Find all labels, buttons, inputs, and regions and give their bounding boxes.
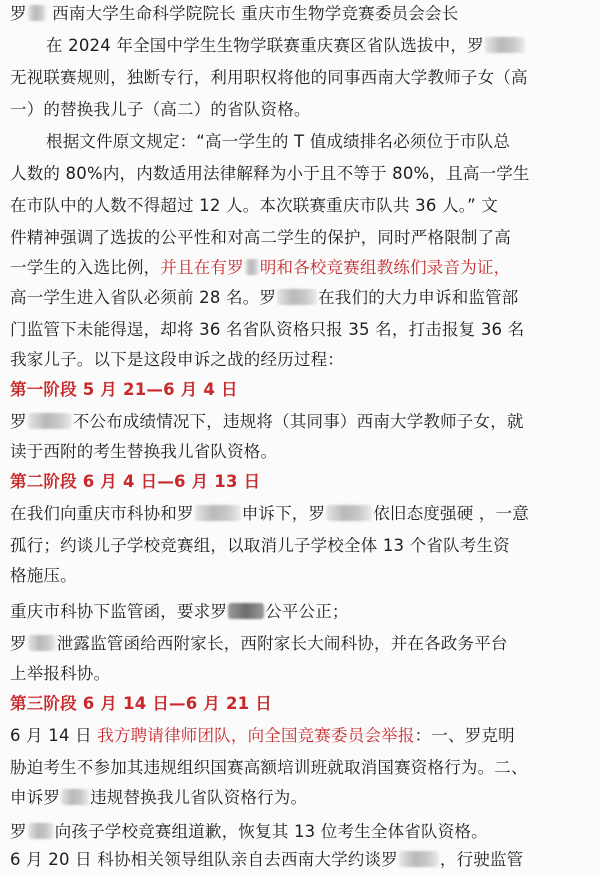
body-text: 依旧态度强硬 ，一意 — [373, 504, 529, 523]
redacted-name-blur — [277, 289, 317, 305]
body-text: ：一、罗克明 — [414, 726, 515, 745]
highlighted-text: 并且在有罗 — [160, 258, 244, 277]
body-text: 根据文件原文规定：“高一学生的 T 值成绩排名必须位于市队总 — [46, 132, 511, 151]
body-text: 无视联赛规则，独断专行，利用职权将他的同事西南大学教师子女（高 — [10, 68, 528, 87]
text-line — [10, 536, 510, 556]
body-text: 罗 — [10, 822, 27, 841]
text-line — [10, 822, 488, 842]
body-text: 申诉下，罗 — [241, 504, 326, 523]
body-text: 在 2024 年全国中学生生物学联赛重庆赛区省队选拔中，罗 — [46, 36, 484, 55]
section-heading: 第一阶段 5 月 21—6 月 4 日 — [10, 380, 238, 399]
body-text: 胁迫考生不参加其违规组织国赛高额培训班就取消国赛资格行为。二、 — [10, 758, 528, 777]
highlighted-text: 明和各校竞赛组教练们录音为证， — [259, 258, 511, 277]
text-line — [10, 602, 349, 622]
body-text: 我家儿子。以下是这段申诉之战的经历过程： — [10, 350, 344, 369]
body-text: 罗 — [10, 4, 27, 23]
body-text: 格施压。 — [10, 566, 77, 585]
body-text: 重庆市科协下监管函，要求罗 — [10, 602, 228, 621]
body-text: 高一学生进入省队必须前 28 名。罗 — [10, 288, 277, 307]
text-line — [10, 788, 307, 808]
body-text: 在我们向重庆市科协和罗 — [10, 504, 194, 523]
text-line — [10, 566, 77, 586]
text-line — [10, 100, 311, 120]
text-line — [10, 726, 515, 746]
text-line — [46, 36, 526, 56]
body-text: 6 月 14 日 — [10, 726, 98, 745]
text-line — [10, 694, 272, 714]
text-line — [10, 320, 524, 340]
redacted-name-blur — [61, 789, 89, 805]
body-text: 6 月 20 日 科协相关领导组队亲自去西南大学约谈罗 — [10, 850, 398, 869]
body-text: 申诉罗 — [10, 788, 61, 807]
body-text: 一）的替换我儿子（高二）的省队资格。 — [10, 100, 311, 119]
body-text: 西南大学生命科学院院长 重庆市生物学竞赛委员会会长 — [46, 4, 459, 23]
body-text: 不公布成绩情况下，违规将（其同事）西南大学教师子女，就 — [72, 412, 524, 431]
redacted-name-blur — [28, 635, 56, 651]
body-text: 件精神强调了选拔的公平性和对高二学生的保护，同时严格限制了高 — [10, 228, 511, 247]
text-line — [10, 380, 238, 400]
text-line — [10, 350, 344, 370]
body-text: 人数的 80%内，内数适用法律解释为小于且不等于 80%，且高一学生 — [10, 164, 530, 183]
text-line — [10, 288, 519, 308]
body-text: 罗 — [10, 412, 27, 431]
redacted-name-blur — [399, 851, 439, 867]
body-text: 公平公正； — [265, 602, 349, 621]
body-text: 一学生的入选比例， — [10, 258, 161, 277]
body-text: 上举报科协。 — [10, 664, 111, 683]
text-line — [10, 472, 260, 492]
redacted-name-blur — [28, 5, 46, 21]
text-line — [10, 412, 524, 432]
body-text: 在我们的大力申诉和监管部 — [318, 288, 519, 307]
body-text: 违规替换我儿省队资格行为。 — [90, 788, 308, 807]
text-line — [10, 442, 277, 462]
text-line — [10, 4, 458, 24]
text-line — [10, 758, 528, 778]
text-line — [46, 132, 510, 152]
body-text: ，行驶监管 — [439, 850, 524, 869]
text-line — [10, 634, 508, 654]
redacted-name-blur — [28, 413, 72, 429]
text-line — [10, 258, 510, 278]
text-line — [10, 664, 110, 684]
highlighted-text: 我方聘请律师团队，向全国竞赛委员会举报 — [97, 726, 415, 745]
text-line — [10, 228, 511, 248]
body-text: 在市队中的人数不得超过 12 人。本次联赛重庆市队共 36 人。” 文 — [10, 196, 499, 215]
redacted-name-blur — [485, 37, 525, 53]
redacted-name-blur — [326, 505, 372, 521]
redacted-name-blur — [228, 603, 264, 619]
section-heading: 第三阶段 6 月 14 日—6 月 21 日 — [10, 694, 272, 713]
text-line — [10, 196, 498, 216]
body-text: 孤行；约谈儿子学校竞赛组，以取消儿子学校全体 13 个省队考生资 — [10, 536, 510, 555]
body-text: 向孩子学校竞赛组道歉，恢复其 13 位考生全体省队资格。 — [54, 822, 488, 841]
text-line — [10, 850, 523, 870]
redacted-name-blur — [195, 505, 241, 521]
text-line — [10, 68, 528, 88]
text-line — [10, 164, 530, 184]
body-text: 门监管下未能得逞，却将 36 名省队资格只报 35 名，打击报复 36 名 — [10, 320, 525, 339]
body-text: 泄露监管函给西附家长，西附家长大闹科协，并在各政务平台 — [56, 634, 508, 653]
redacted-name-blur — [28, 823, 54, 839]
body-text: 罗 — [10, 634, 27, 653]
text-line — [10, 504, 529, 524]
body-text: 读于西附的考生替换我儿省队资格。 — [10, 442, 278, 461]
redacted-name-blur — [245, 259, 259, 275]
section-heading: 第二阶段 6 月 4 日—6 月 13 日 — [10, 472, 261, 491]
